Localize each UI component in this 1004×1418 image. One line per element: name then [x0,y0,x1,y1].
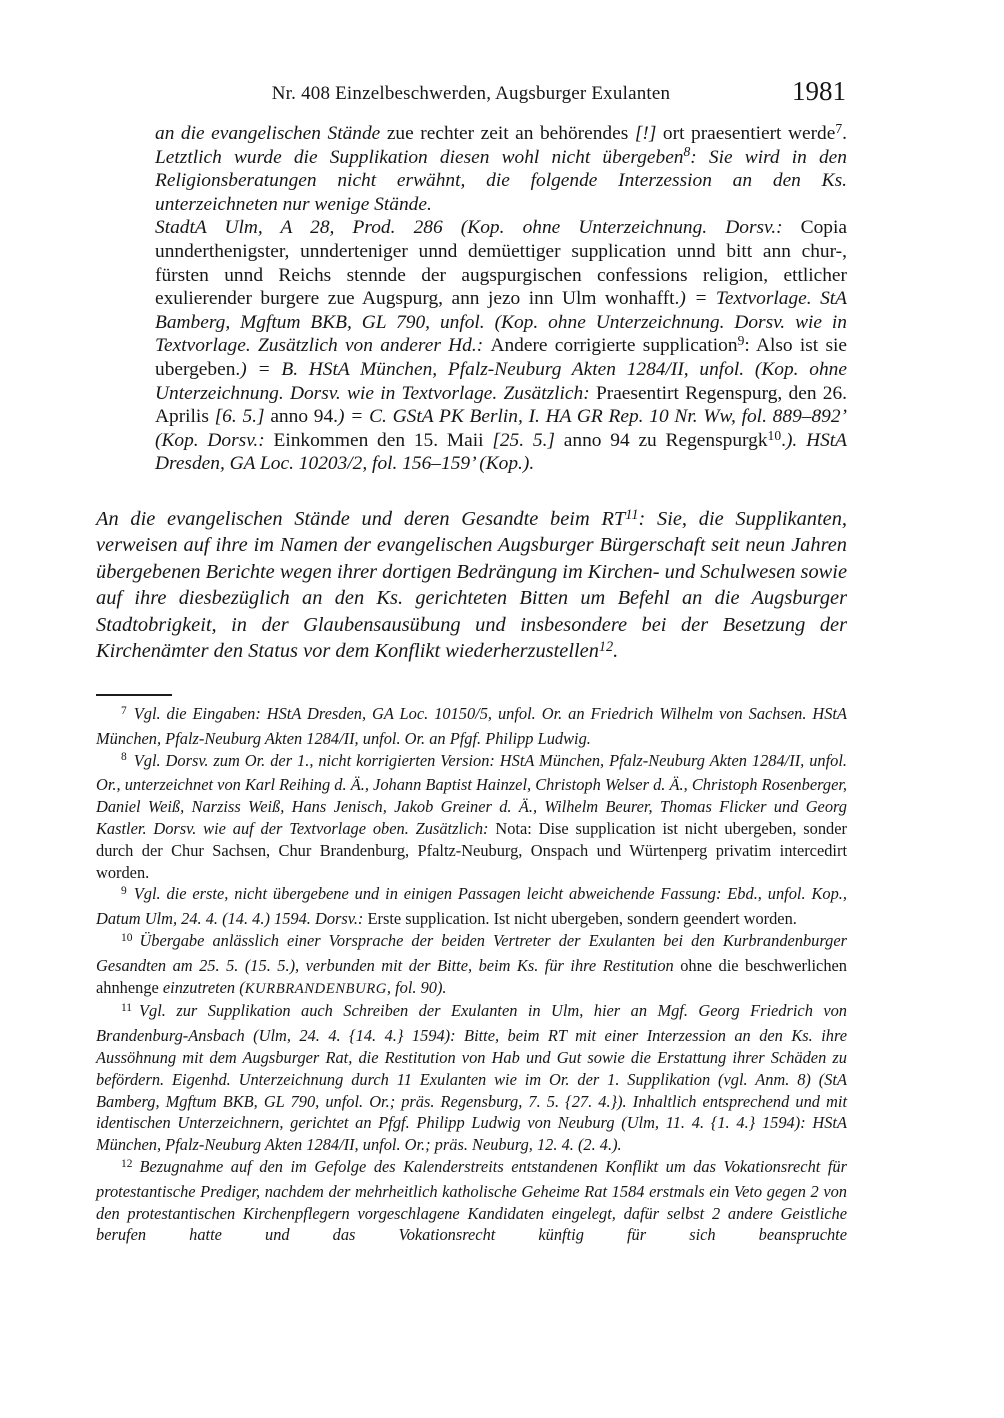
footnote-number: 11 [121,1002,133,1015]
apparatus-paragraph-intro: an die evangelischen Stände zue rechter zeit an behörendes [!] ort praesentiert werde$^7$. Letztlich wurde die Supplikation diesen wohl nicht übergeben$^8$: Sie wird in den Religionsberatungen nicht erwähnt, die folgende Interzession an den Ks. unterzeichneten nur wenige Stände. [155,120,847,215]
footnote-number: 9 [121,885,127,898]
footnote-number: 12 [121,1157,133,1170]
footnote-text: Vgl. die Eingaben: HStA Dresden, GA Loc. 10150/5, unfol. Or. an Friedrich Wilhelm von Sachsen. HStA München, Pfalz-Neuburg Akten 1284/II, unfol. Or. an Pfgf. Philipp Ludwig. [96,704,847,748]
footnote-text: Vgl. zur Supplikation auch Schreiben der Exulanten in Ulm, hier an Mgf. Georg Friedrich von Brandenburg-Ansbach (Ulm, 24. 4. {14. 4.} 1594): Bitte, beim RT mit einer Interzession an den Ks. ihre Aussöhnung mit dem Augsburger Rat, die Restitution von Hab und Gut sowie die Erstattung ihrer Schäden zu befördern. Eigenhd. Unterzeichnung durch 11 Exulanten wie im Or. der 1. Supplikation (vgl. Anm. 8) (StA Bamberg, Mgftum BKB, GL 790, unfol. Or.; präs. Regensburg, 7. 5. {27. 4.}). Inhaltlich entsprechend und mit identischen Unterzeichnern, gerichtet an Pfgf. Philipp Ludwig von Neuburg (Ulm, 11. 4. {1. 4.} 1594): HStA München, Pfalz-Neuburg Akten 1284/II, unfol. Or.; präs. Neuburg, 12. 4. (2. 4.). [96,1001,847,1155]
footnote-text: Vgl. Dorsv. zum Or. der 1., nicht korrigierten Version: HStA München, Pfalz-Neuburg Akten 1284/II, unfol. Or., unterzeichnet von Karl Reihing d. Ä., Johann Baptist Hainzel, Christoph Welser d. Ä., Christoph Rosenberger, Daniel Weiß, Narziss Weiß, Hans Jenisch, Jakob Greiner d. Ä., Wilhelm Beurer, Thomas Flicker und Georg Kastler. Dorsv. wie auf der Textvorlage oben. Zusätzlich: Nota: Dise supplication ist nicht ubergeben, sonder durch der Chur Sachsen, Chur Brandenburg, Pfaltz-Neuburg, Onspach und Würtenperg privatim intercedirt worden. [96,750,847,882]
footnote-7 [96,703,847,750]
apparatus-paragraph-sources: StadtA Ulm, A 28, Prod. 286 (Kop. ohne Unterzeichnung. Dorsv.: Copia unnderthenigster, unnderteniger unnd demüettiger supplication unnd bitt ann chur-, fürsten unnd Reichs stennde der augspurgischen confessions religion, ettlicher exulierender burgere zue Augspurg, ann jezo inn Ulm wonhafft.) = Textvorlage. StA Bamberg, Mgftum BKB, GL 790, unfol. (Kop. ohne Unterzeichnung. Dorsv. wie in Textvorlage. Zusätzlich von anderer Hd.: Andere corrigierte supplication$^9$: Also ist sie ubergeben.) = B. HStA München, Pfalz-Neuburg Akten 1284/II, unfol. (Kop. ohne Unterzeichnung. Dorsv. wie in Textvorlage. Zusätzlich: Praesentirt Regenspurg, den 26. Aprilis [6. 5.] anno 94.) = C. GStA PK Berlin, I. HA GR Rep. 10 Nr. Ww, fol. 889–892’ (Kop. Dorsv.: Einkommen den 15. Maii [25. 5.] anno 94 zu Regenspurgk$^{10}$.). HStA Dresden, GA Loc. 10203/2, fol. 156–159’ (Kop.). [155,217,848,475]
footnote-number: 10 [121,931,133,944]
footnote-number: 8 [121,751,127,764]
running-head [96,76,846,110]
footnotes-block [96,703,847,1246]
footnote-11 [96,1000,847,1156]
summary-paragraph: An die evangelischen Stände und deren Gesandte beim RT$^{11}$: Sie, die Supplikanten, verweisen auf ihre im Namen der evangelischen Augsburger Bürgerschaft seit neun Jahren übergebenen Berichte wegen ihrer dortigen Bedrängung im Kirchen- und Schulwesen sowie auf ihre diesbezüglich an den Ks. gerichteten Bitten um Befehl an die Augsburger Stadtobrigkeit, in der Glaubensausübung und insbesondere bei der Besetzung der Kirchenämter den Status vor dem Konflikt wiederherzustellen$^{12}$. [96,506,847,663]
apparatus-block [155,122,847,476]
footnote-9 [96,883,847,930]
footnote-12 [96,1156,847,1246]
footnote-text: Übergabe anlässlich einer Vorsprache der beiden Vertreter der Exulanten bei den Kurbrandenburger Gesandten am 25. 5. (15. 5.), verbunden mit der Bitte, beim Ks. für ihre Restitution ohne die beschwerlichen ahnhenge einzutreten (KURBRANDENBURG, fol. 90). [96,930,847,997]
footnote-8 [96,750,847,884]
page-number: 1981 [792,76,846,106]
footnote-number: 7 [121,704,127,717]
footnote-10 [96,930,847,1000]
running-head-title: Nr. 408 Einzelbeschwerden, Augsburger Exulanten [271,83,671,104]
footnote-text: Vgl. die erste, nicht übergebene und in einigen Passagen leicht abweichende Fassung: Ebd., unfol. Kop., Datum Ulm, 24. 4. (14. 4.) 1594. Dorsv.: Erste supplication. Ist nicht ubergeben, sondern geendert worden. [96,884,847,929]
footnote-separator-rule [96,694,172,696]
footnote-text: Bezugnahme auf den im Gefolge des Kalenderstreits entstandenen Konflikt um das Vokationsrecht für protestantische Prediger, nachdem der mehrheitlich katholische Geheime Rat 1584 erstmals ein Veto gegen 2 von den protestantischen Kirchenpflegern vorgeschlagene Kandidaten eingelegt, dafür selbst 2 andere Geistliche berufen hatte und das Vokationsrecht künftig für sich beanspruchte [96,1156,847,1245]
